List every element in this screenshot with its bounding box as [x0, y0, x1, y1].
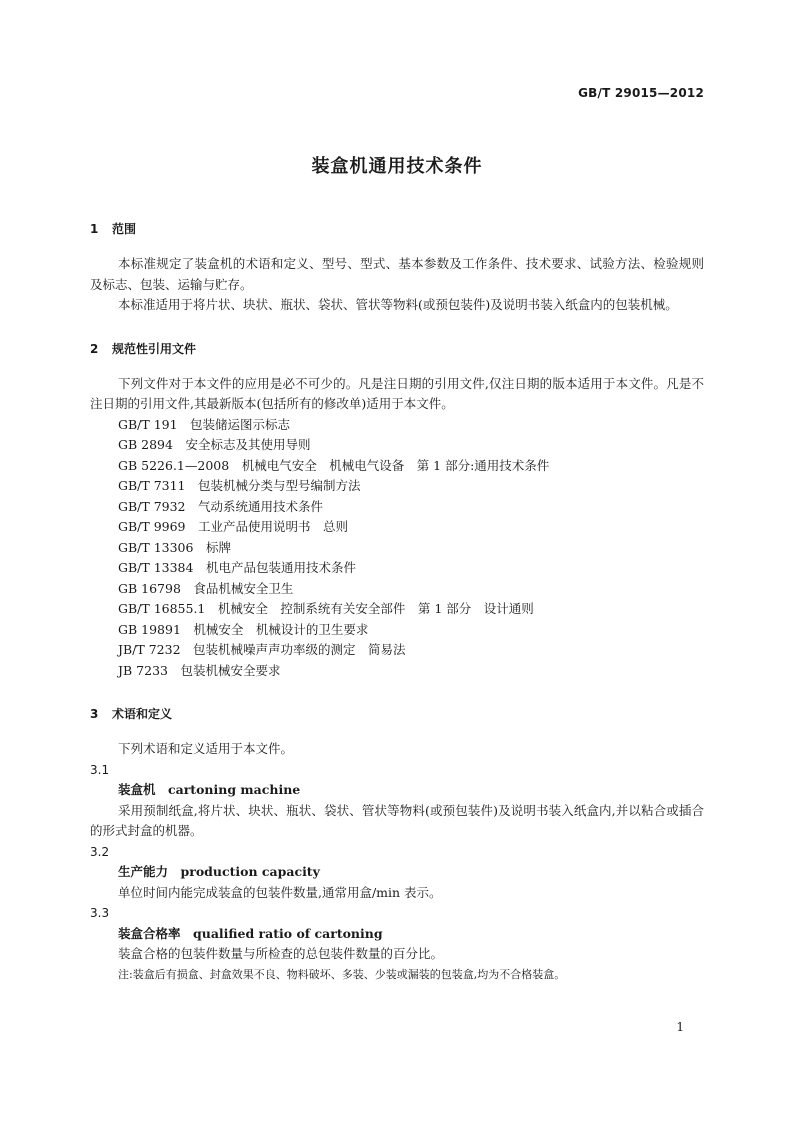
reference-item: JB/T 7232 包装机械噪声声功率级的测定 简易法 — [118, 642, 406, 657]
term-definition: 采用预制纸盒,将片状、块状、瓶状、袋状、管状等物料(或预包装件)及说明书装入纸盒内,并以粘合或插合的形式封盒的机器。 — [90, 802, 704, 838]
document-code: GB/T 29015—2012 — [578, 86, 704, 100]
section-title: 范围 — [112, 222, 137, 236]
term-heading: 装盒合格率 qualified ratio of cartoning — [118, 925, 383, 941]
term-heading: 生产能力 production capacity — [118, 864, 320, 879]
reference-item: GB 2894 安全标志及其使用导则 — [118, 437, 311, 452]
paragraph: 下列术语和定义适用于本文件。 — [118, 741, 294, 756]
paragraph: 本标准规定了装盒机的术语和定义、型号、型式、基本参数及工作条件、技术要求、试验方法、检验规则及标志、包装、运输与贮存。 — [90, 256, 704, 292]
section-number: 1 — [90, 222, 99, 236]
section-number: 2 — [90, 341, 99, 356]
document-body — [90, 218, 704, 985]
reference-item: GB/T 13384 机电产品包装通用技术条件 — [118, 560, 356, 575]
section-heading-terms-definitions — [90, 703, 704, 725]
reference-item: GB/T 13306 标牌 — [118, 539, 231, 555]
section-title: 规范性引用文件 — [112, 341, 197, 356]
reference-item: GB 5226.1—2008 机械电气安全 机械电气设备 第 1 部分:通用技术条件 — [118, 457, 550, 473]
clause-number: 3.3 — [90, 906, 110, 920]
section-heading-scope — [90, 218, 704, 240]
page-number: 1 — [676, 1020, 684, 1034]
reference-item: GB/T 7311 包装机械分类与型号编制方法 — [118, 478, 361, 493]
section-heading-normative-references — [90, 338, 704, 360]
clause-number: 3.2 — [90, 844, 110, 859]
term-heading: 装盒机 cartoning machine — [118, 782, 301, 797]
paragraph: 本标准适用于将片状、块状、瓶状、袋状、管状等物料(或预包装件)及说明书装入纸盒内的包装机械。 — [118, 297, 678, 312]
reference-item: GB/T 16855.1 机械安全 控制系统有关安全部件 第 1 部分 设计通则 — [118, 601, 534, 616]
reference-item: GB 16798 食品机械安全卫生 — [118, 580, 294, 596]
clause-number: 3.1 — [90, 762, 110, 777]
note: 注:装盒后有损盒、封盒效果不良、物料破坏、多装、少装或漏装的包装盒,均为不合格装盒。 — [118, 967, 566, 981]
section-number: 3 — [90, 707, 99, 721]
reference-item: GB/T 7932 气动系统通用技术条件 — [118, 498, 324, 514]
document-title: 装盒机通用技术条件 — [311, 156, 483, 177]
term-definition: 单位时间内能完成装盒的包装件数量,通常用盒/min 表示。 — [118, 884, 442, 900]
reference-item: GB/T 191 包装储运图示标志 — [118, 416, 291, 432]
section-title: 术语和定义 — [112, 707, 173, 721]
reference-item: GB 19891 机械安全 机械设计的卫生要求 — [118, 621, 369, 637]
term-definition: 装盒合格的包装件数量与所检查的总包装件数量的百分比。 — [118, 946, 444, 961]
reference-item: GB/T 9969 工业产品使用说明书 总则 — [118, 519, 349, 534]
reference-item: JB 7233 包装机械安全要求 — [118, 662, 281, 678]
paragraph: 下列文件对于本文件的应用是必不可少的。凡是注日期的引用文件,仅注日期的版本适用于本文件。凡是不注日期的引用文件,其最新版本(包括所有的修改单)适用于本文件。 — [90, 375, 704, 411]
